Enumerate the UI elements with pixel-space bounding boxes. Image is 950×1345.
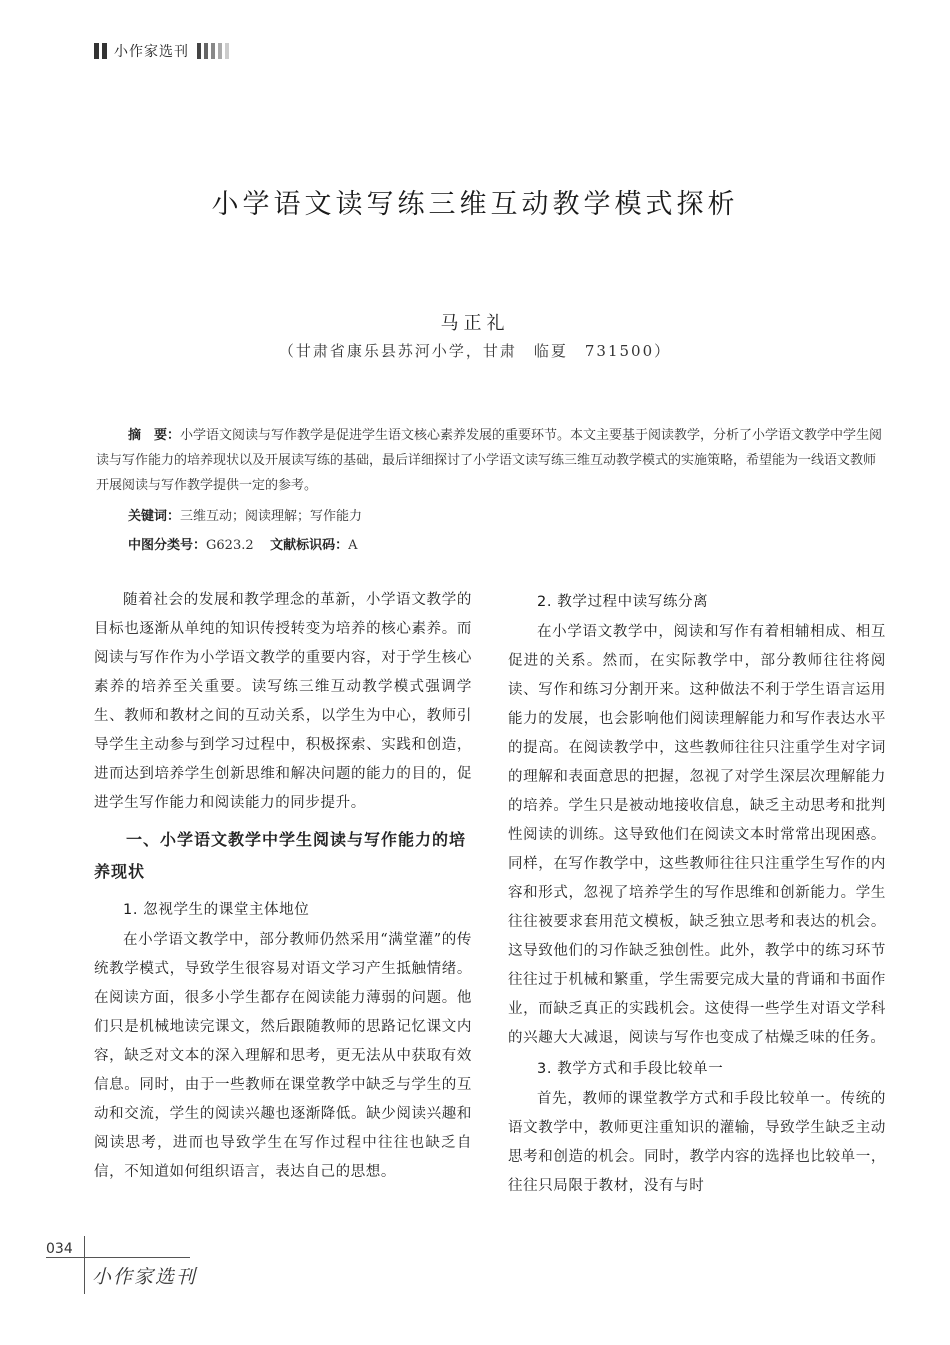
body-paragraph: 首先，教师的课堂教学方式和手段比较单一。传统的语文教学中，教师更注重知识的灌输，导致学生缺乏主动思考和创造的机会。同时，教学内容的选择也比较单一，往往只局限于教材，没有与时 [508, 1091, 886, 1194]
left-column [94, 586, 472, 1187]
header-gradient-bar-icon [204, 43, 208, 59]
section-heading: 一、小学语文教学中学生阅读与写作能力的培养现状 [94, 830, 467, 881]
header-gradient-bar-icon [225, 43, 229, 59]
right-column [508, 586, 886, 1201]
keywords [128, 505, 362, 524]
classification [128, 534, 358, 553]
footer-divider [84, 1236, 85, 1294]
subsection-heading: 3. 教学方式和手段比较单一 [537, 1061, 724, 1077]
header-gradient-bar-icon [211, 43, 215, 59]
article-title: 小学语文读写练三维互动教学模式探析 [211, 189, 739, 220]
doc-code-label: 文献标识码： [270, 538, 349, 553]
abstract-text: 小学语文阅读与写作教学是促进学生语文核心素养发展的重要环节。本文主要基于阅读教学，分析了小学语文教学中学生阅读与写作能力的培养现状以及开展读写练的基础，最后详细探讨了小学语文读写练三维互动教学模式的实施策略，希望能为一线语文教师开展阅读与写作教学提供一定的参考。 [96, 428, 883, 493]
classification-label: 中图分类号： [128, 538, 207, 553]
header-bar-icon [102, 43, 107, 59]
footer-logo: 小作家选刊 [92, 1266, 198, 1288]
running-header [94, 40, 232, 62]
classification-code: G623.2 [206, 538, 254, 553]
author-name: 马正礼 [440, 313, 510, 334]
abstract-label: 摘 要： [128, 428, 181, 443]
page-number: 034 [46, 1241, 73, 1257]
header-bar-icon [94, 43, 99, 59]
doc-code: A [348, 538, 358, 553]
intro-paragraph: 随着社会的发展和教学理念的革新，小学语文教学的目标也逐渐从单纯的知识传授转变为培养的核心素养。而阅读与写作作为小学语文教学的重要内容，对于学生核心素养的培养至关重要。读写练三维互动教学模式强调学生、教师和教材之间的互动关系，以学生为中心，教师引导学生主动参与到学习过程中，积极探索、实践和创造，进而达到培养学生创新思维和解决问题的能力的目的，促进学生写作能力和阅读能力的同步提升。 [94, 592, 472, 811]
author-affiliation: （甘肃省康乐县苏河小学，甘肃 临夏 731500） [278, 342, 672, 360]
subsection-heading: 1. 忽视学生的课堂主体地位 [123, 902, 310, 918]
subsection-heading: 2. 教学过程中读写练分离 [537, 594, 709, 610]
keywords-text: 三维互动；阅读理解；写作能力 [180, 509, 363, 524]
header-gradient-bar-icon [197, 43, 201, 59]
journal-name: 小作家选刊 [114, 44, 189, 60]
abstract [96, 423, 886, 498]
body-paragraph: 在小学语文教学中，部分教师仍然采用“满堂灌”的传统教学模式，导致学生很容易对语文学习产生抵触情绪。在阅读方面，很多小学生都存在阅读能力薄弱的问题。他们只是机械地读完课文，然后跟随教师的思路记忆课文内容，缺乏对文本的深入理解和思考，更无法从中获取有效信息。同时，由于一些教师在课堂教学中缺乏与学生的互动和交流，学生的阅读兴趣也逐渐降低。缺少阅读兴趣和阅读思考，进而也导致学生在写作过程中往往也缺乏自信，不知道如何组织语言，表达自己的思想。 [94, 932, 472, 1180]
header-gradient-bar-icon [218, 43, 222, 59]
footer-divider [46, 1257, 190, 1258]
body-paragraph: 在小学语文教学中，阅读和写作有着相辅相成、相互促进的关系。然而，在实际教学中，部分教师往往将阅读、写作和练习分割开来。这种做法不利于学生语言运用能力的发展，也会影响他们阅读理解能力和写作表达水平的提高。在阅读教学中，这些教师往往只注重学生对字词的理解和表面意思的把握，忽视了对学生深层次理解能力的培养。学生只是被动地接收信息，缺乏主动思考和批判性阅读的训练。这导致他们在阅读文本时常常出现困惑。同样，在写作教学中，这些教师往往只注重学生写作的内容和形式，忽视了培养学生的写作思维和创新能力。学生往往被要求套用范文模板，缺乏独立思考和表达的机会。这导致他们的习作缺乏独创性。此外，教学中的练习环节往往过于机械和繁重，学生需要完成大量的背诵和书面作业，而缺乏真正的实践机会。这使得一些学生对语文学科的兴趣大大减退，阅读与写作也变成了枯燥乏味的任务。 [508, 624, 886, 1046]
keywords-label: 关键词： [128, 509, 181, 524]
